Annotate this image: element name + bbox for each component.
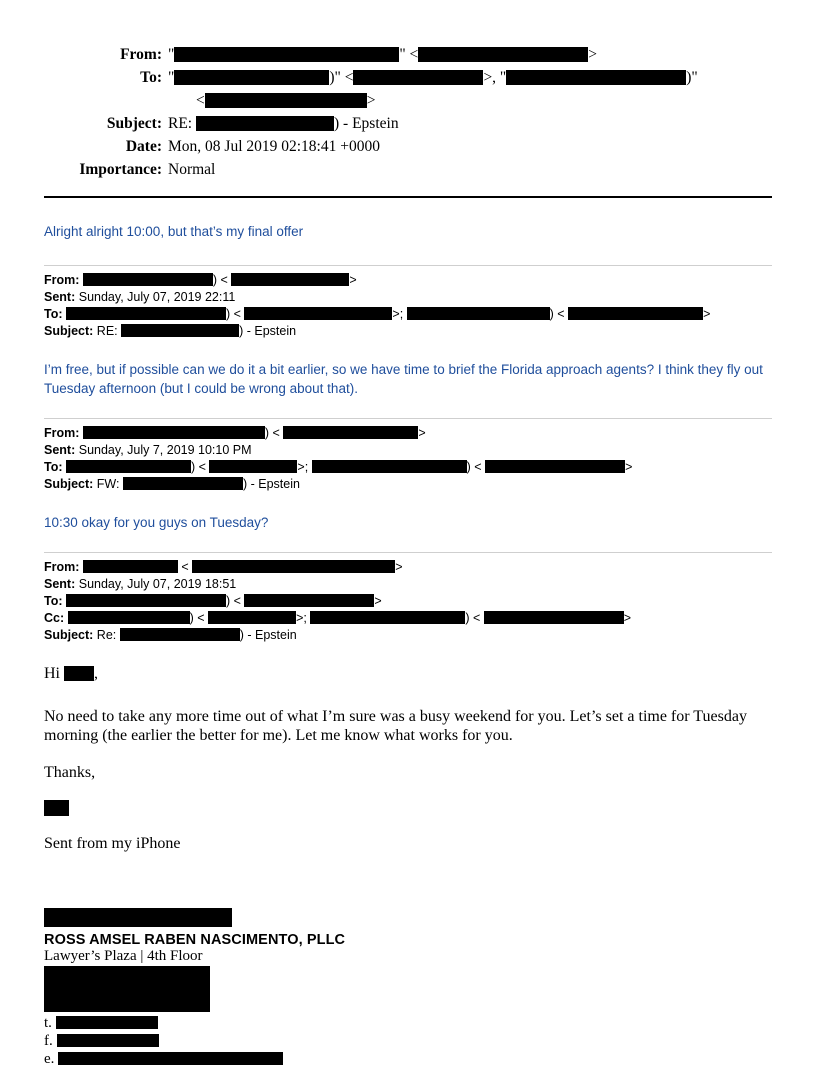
to-mid-2: >;	[297, 460, 312, 474]
redaction-bar	[244, 594, 374, 607]
subject-suffix: ) - Epstein	[334, 115, 399, 132]
redaction-bar	[66, 594, 226, 607]
redaction-bar	[208, 611, 296, 624]
redaction-bar	[174, 47, 399, 62]
sent-from-device: Sent from my iPhone	[44, 835, 181, 852]
signature-address-redaction	[44, 967, 772, 1013]
quoted-to-2	[44, 459, 772, 476]
quoted-from-1	[44, 272, 772, 289]
redaction-bar	[484, 611, 624, 624]
to-sep-2: >, "	[483, 69, 507, 86]
from-end: >	[349, 273, 357, 287]
signature-block	[44, 909, 772, 1068]
signature-phone	[44, 1014, 772, 1032]
header-label-from: From:	[120, 46, 162, 63]
quoted-header-3	[44, 559, 772, 644]
to-mid-3: ) <	[466, 460, 482, 474]
email-label: e.	[44, 1051, 55, 1067]
redaction-bar	[312, 460, 467, 473]
redaction-bar	[44, 966, 210, 1012]
cc-mid-3: ) <	[465, 611, 481, 625]
redaction-bar	[353, 70, 483, 85]
header-label-importance: Importance:	[79, 161, 162, 178]
header-value-from	[168, 44, 772, 67]
quoted-header-2	[44, 425, 772, 493]
redaction-bar	[44, 908, 232, 927]
from-label: From:	[44, 560, 80, 574]
from-bracket-close: >	[588, 46, 598, 63]
header-value-importance: Normal	[168, 161, 216, 178]
from-end: >	[418, 426, 426, 440]
from-mid: ) <	[212, 273, 228, 287]
quoted-to-3	[44, 593, 772, 610]
to-sep-3: )"	[686, 69, 698, 86]
redaction-bar	[83, 273, 213, 286]
to-mid-1: ) <	[191, 460, 206, 474]
to-sep-1: )" <	[329, 69, 354, 86]
redaction-bar	[209, 460, 297, 473]
from-mid: <	[181, 560, 189, 574]
header-label-to: To:	[140, 69, 162, 86]
sent-label: Sent:	[44, 443, 76, 457]
header-row-to-cont	[44, 90, 772, 113]
signature-logo-redaction	[44, 909, 772, 928]
phone-label: t.	[44, 1015, 52, 1031]
quoted-subject-2	[44, 476, 772, 493]
quoted-subject-3	[44, 627, 772, 644]
redaction-bar	[485, 460, 625, 473]
header-row-subject	[44, 113, 772, 136]
header-row-date	[44, 136, 772, 159]
header-value-to-cont	[168, 90, 772, 113]
final-closing: Thanks,	[44, 764, 96, 781]
to-mid-1: ) <	[226, 307, 241, 321]
sent-value: Sunday, July 07, 2019 18:51	[78, 577, 237, 591]
redaction-bar	[174, 70, 329, 85]
redaction-bar	[407, 307, 550, 320]
redaction-bar	[205, 93, 367, 108]
greeting-comma: ,	[94, 665, 98, 682]
from-quote-close: " <	[399, 46, 419, 63]
quoted-cc-3	[44, 610, 772, 627]
header-value-to	[168, 67, 772, 90]
redaction-bar	[64, 666, 94, 681]
to-mid-2: >;	[392, 307, 407, 321]
redaction-bar	[310, 611, 465, 624]
redaction-bar	[192, 560, 395, 573]
redaction-bar	[506, 70, 686, 85]
from-end: >	[395, 560, 403, 574]
header-row-to	[44, 67, 772, 90]
to-quote-open: "	[168, 69, 175, 86]
from-mid: ) <	[264, 426, 280, 440]
from-label: From:	[44, 426, 80, 440]
redaction-bar	[568, 307, 703, 320]
quoted-sent-2	[44, 442, 772, 459]
signature-email	[44, 1050, 772, 1068]
redaction-bar	[196, 116, 334, 131]
email-header-table	[44, 44, 772, 182]
to-label: To:	[44, 594, 63, 608]
cc-mid-2: >;	[296, 611, 311, 625]
redaction-bar	[83, 426, 265, 439]
message-body-1: Alright alright 10:00, but that’s my final offer	[44, 224, 304, 239]
cc-end: >	[623, 611, 632, 625]
header-row-from	[44, 44, 772, 67]
redaction-bar	[44, 800, 69, 816]
header-label-spacer	[44, 90, 168, 113]
redaction-bar	[57, 1034, 159, 1047]
sent-value: Sunday, July 7, 2019 10:10 PM	[78, 443, 252, 457]
cc-mid-1: ) <	[189, 611, 205, 625]
to-end: >	[374, 594, 382, 608]
message-body-3: 10:30 okay for you guys on Tuesday?	[44, 515, 269, 530]
subject-prefix: FW:	[96, 477, 120, 491]
redaction-bar	[244, 307, 392, 320]
quoted-sent-1	[44, 289, 772, 306]
redaction-bar	[418, 47, 588, 62]
to-label: To:	[44, 307, 63, 321]
redaction-bar	[123, 477, 243, 490]
quoted-from-3	[44, 559, 772, 576]
header-label-subject: Subject:	[106, 115, 162, 132]
quoted-subject-1	[44, 323, 772, 340]
to-end: >	[703, 307, 711, 321]
signature-fax	[44, 1032, 772, 1050]
quoted-sent-3	[44, 576, 772, 593]
final-greeting	[44, 664, 772, 683]
redaction-bar	[66, 460, 191, 473]
final-paragraph: No need to take any more time out of what I’m sure was a busy weekend for you. Let’s set a time for Tuesday morning (the earlier the better for me). Let me know what works for you.	[44, 708, 747, 744]
subject-prefix: RE:	[168, 115, 193, 132]
redaction-bar	[231, 273, 349, 286]
redaction-bar	[56, 1016, 158, 1029]
subject-label: Subject:	[44, 324, 94, 338]
to-mid-3: ) <	[549, 307, 565, 321]
subject-prefix: RE:	[96, 324, 118, 338]
signature-address: Lawyer’s Plaza | 4th Floor	[44, 948, 203, 964]
signature-name-redaction-line	[44, 800, 772, 818]
redaction-bar	[283, 426, 418, 439]
subject-suffix: ) - Epstein	[239, 628, 297, 642]
message-body-2: I’m free, but if possible can we do it a bit earlier, so we have time to brief the Florida approach agents? I think they fly out Tuesday afternoon (but I could be wrong about that).	[44, 362, 763, 396]
to-bracket-open: <	[196, 92, 205, 109]
redaction-bar	[58, 1052, 283, 1065]
cc-label: Cc:	[44, 611, 65, 625]
document-content	[44, 44, 772, 1068]
redaction-bar	[120, 628, 240, 641]
sent-label: Sent:	[44, 577, 76, 591]
quoted-from-2	[44, 425, 772, 442]
signature-firm-name: ROSS AMSEL RABEN NASCIMENTO, PLLC	[44, 932, 346, 948]
subject-suffix: ) - Epstein	[239, 324, 297, 338]
greeting-text: Hi	[44, 665, 60, 682]
subject-suffix: ) - Epstein	[242, 477, 300, 491]
header-label-date: Date:	[125, 138, 162, 155]
redaction-bar	[66, 307, 226, 320]
to-end: >	[625, 460, 633, 474]
to-label: To:	[44, 460, 63, 474]
fax-label: f.	[44, 1033, 53, 1049]
header-row-importance	[44, 159, 772, 182]
header-value-subject	[168, 113, 772, 136]
quoted-to-1	[44, 306, 772, 323]
sent-label: Sent:	[44, 290, 76, 304]
subject-label: Subject:	[44, 477, 94, 491]
header-value-date: Mon, 08 Jul 2019 02:18:41 +0000	[168, 138, 380, 155]
sent-value: Sunday, July 07, 2019 22:11	[78, 290, 236, 304]
redaction-bar	[83, 560, 178, 573]
from-label: From:	[44, 273, 80, 287]
from-quote-open: "	[168, 46, 175, 63]
to-bracket-close: >	[366, 92, 376, 109]
to-mid-1: ) <	[226, 594, 241, 608]
subject-label: Subject:	[44, 628, 94, 642]
redaction-bar	[68, 611, 190, 624]
subject-prefix: Re:	[96, 628, 117, 642]
quoted-header-1	[44, 272, 772, 340]
redaction-bar	[121, 324, 239, 337]
